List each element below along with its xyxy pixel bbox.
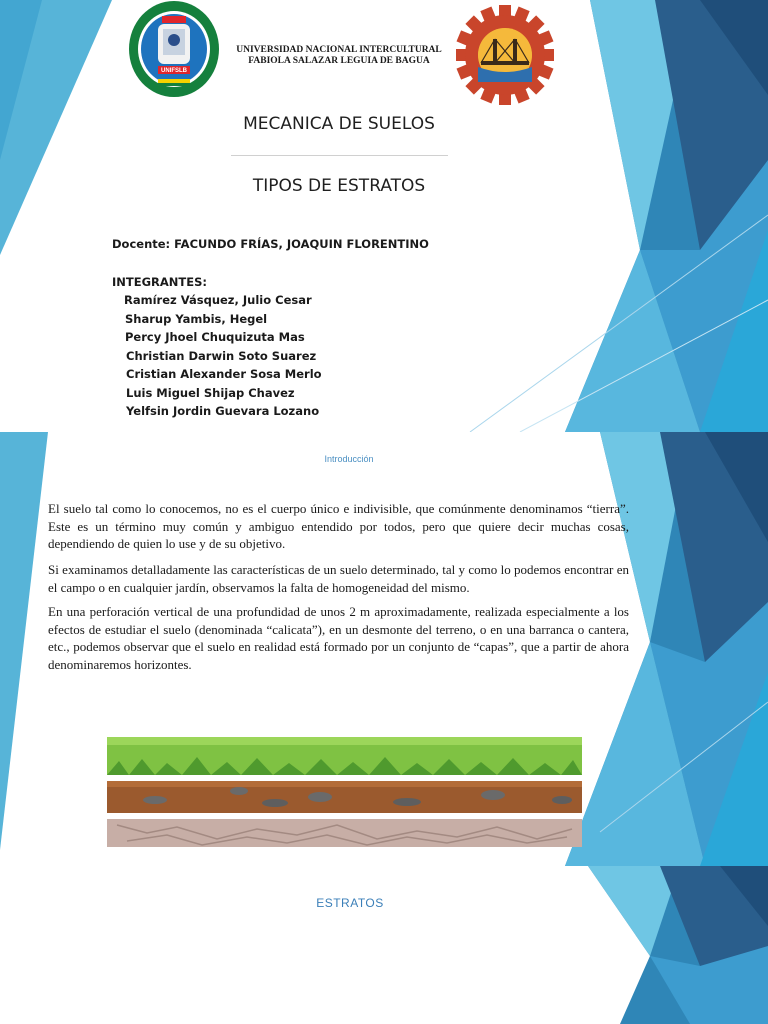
member-7: Yelfsin Jordin Guevara Lozano: [126, 404, 320, 418]
svg-text:UNIFSLB: UNIFSLB: [161, 68, 187, 74]
strata-heading: ESTRATOS: [316, 896, 384, 910]
member-4: Christian Darwin Soto Suarez: [126, 349, 317, 363]
paragraph-2: Si examinamos detalladamente las características de un suelo determinado, tal y como lo podemos encontrar en el campo o en cualquier jardín, observamos la falta de homogeneidad del mismo.: [48, 562, 629, 595]
strata-slide: [0, 866, 768, 1024]
paragraph-3: En una perforación vertical de una profundidad de unos 2 m aproximadamente, realizada especialmente a los efectos de estudiar el suelo (denominada “calicata”), en un desmonte del terreno, o en una barranca o cantera, etc., podemos observar que el suelo en realidad está formado por un conjunto de “capas”, que a partir de ahora denominaremos horizontes.: [48, 604, 629, 672]
university-name: [232, 45, 446, 67]
topic-title: TIPOS DE ESTRATOS: [252, 176, 426, 196]
civil-engineering-gear-icon: [456, 4, 554, 106]
member-1: Ramírez Vásquez, Julio Cesar: [124, 293, 312, 307]
introduction-heading: Introducción: [324, 454, 374, 464]
members-heading: INTEGRANTES:: [112, 275, 208, 289]
member-3: Percy Jhoel Chuquizuta Mas: [125, 330, 305, 344]
university-name-line2: FABIOLA SALAZAR LEGUIA DE BAGUA: [248, 56, 430, 66]
title-slide: [0, 0, 768, 432]
course-title: MECANICA DE SUELOS: [243, 114, 435, 134]
introduction-slide: [0, 432, 768, 866]
member-6: Luis Miguel Shijap Chavez: [126, 386, 295, 400]
university-name-line1: UNIVERSIDAD NACIONAL INTERCULTURAL: [236, 45, 442, 55]
slide-decoration: [0, 866, 768, 1024]
paragraph-1: El suelo tal como lo conocemos, no es el cuerpo único e indivisible, que comúnmente denominamos “tierra”. Este es un término muy común y ambiguo entendido por todos, pero que quiere decir muchas cosas, dependiendo de quien lo use y de su objetivo.: [48, 501, 629, 551]
teacher-line: Docente: FACUNDO FRÍAS, JOAQUIN FLORENTINO: [112, 237, 429, 251]
title-divider: [231, 155, 448, 156]
member-5: Cristian Alexander Sosa Merlo: [126, 367, 322, 381]
soil-layers-icon: [107, 735, 582, 847]
university-seal-icon: [128, 0, 220, 98]
member-2: Sharup Yambis, Hegel: [125, 312, 268, 326]
